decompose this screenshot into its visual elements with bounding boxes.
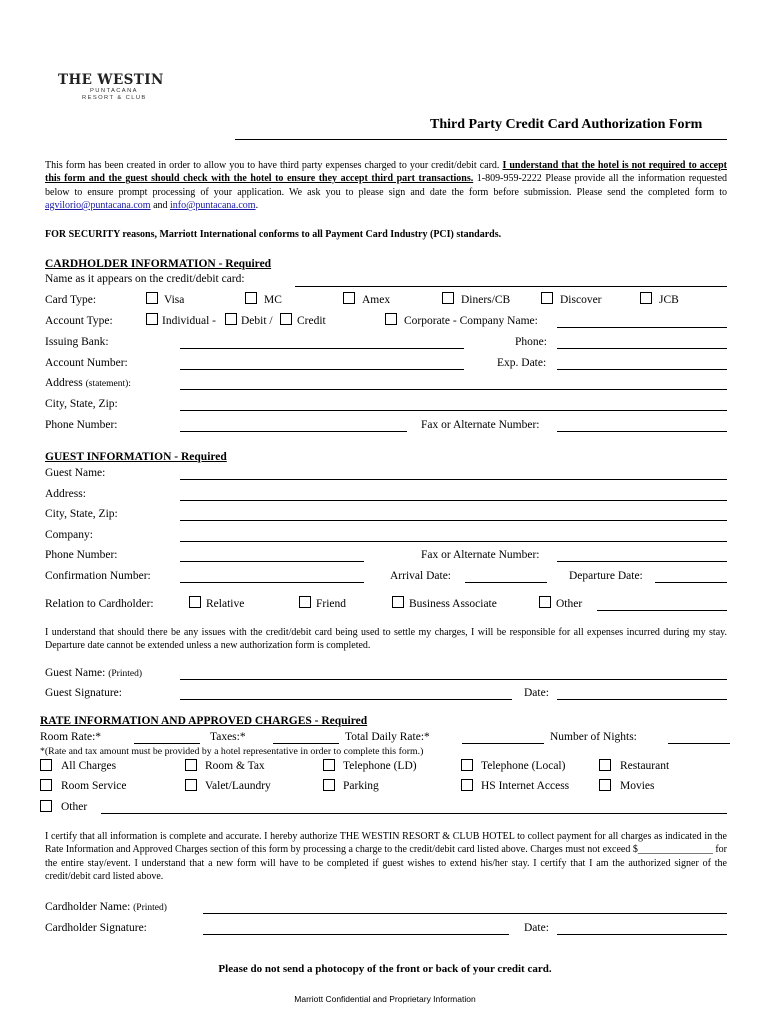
all-charges-checkbox[interactable] [40, 759, 52, 771]
discover-checkbox[interactable] [541, 292, 553, 304]
cardholder-phone-label: Phone Number: [45, 419, 118, 431]
other-relation-label: Other [556, 598, 583, 610]
logo-line1: PUNTACANA [90, 88, 138, 94]
other-relation-checkbox[interactable] [539, 596, 551, 608]
cardholder-printed-line[interactable] [203, 913, 727, 914]
guest-phone-label: Phone Number: [45, 549, 118, 561]
room-service-checkbox[interactable] [40, 779, 52, 791]
other-relation-line[interactable] [597, 610, 727, 611]
corporate-checkbox[interactable] [385, 313, 397, 325]
room-tax-label: Room & Tax [205, 760, 265, 772]
telephone-ld-label: Telephone (LD) [343, 760, 417, 772]
telephone-ld-checkbox[interactable] [323, 759, 335, 771]
rate-note: *(Rate and tax amount must be provided by a hotel representative in order to complete this form.) [40, 746, 424, 757]
guest-city-label: City, State, Zip: [45, 508, 118, 520]
guest-name-line[interactable] [180, 479, 727, 480]
card-type-label: Card Type: [45, 294, 97, 306]
parking-checkbox[interactable] [323, 779, 335, 791]
individual-checkbox[interactable] [146, 313, 158, 325]
debit-label: Debit / [241, 315, 273, 327]
security-note: FOR SECURITY reasons, Marriott International conforms to all Payment Card Industry (PCI) standards. [45, 229, 502, 240]
guest-phone-line[interactable] [180, 561, 364, 562]
guest-fax-label: Fax or Alternate Number: [421, 549, 540, 561]
arrival-label: Arrival Date: [390, 570, 451, 582]
exp-date-label: Exp. Date: [497, 357, 547, 369]
parking-label: Parking [343, 780, 379, 792]
guest-address-label: Address: [45, 488, 86, 500]
guest-date-label: Date: [524, 687, 549, 699]
departure-label: Departure Date: [569, 570, 643, 582]
visa-label: Visa [164, 294, 185, 306]
amex-checkbox[interactable] [343, 292, 355, 304]
total-rate-label: Total Daily Rate:* [345, 731, 430, 743]
mc-checkbox[interactable] [245, 292, 257, 304]
amex-label: Amex [362, 294, 391, 306]
company-label: Company: [45, 529, 93, 541]
cardholder-heading: CARDHOLDER INFORMATION - Required [45, 258, 272, 270]
title-rule [235, 139, 727, 140]
valet-laundry-label: Valet/Laundry [205, 780, 271, 792]
exp-date-line[interactable] [557, 369, 727, 370]
rate-heading: RATE INFORMATION AND APPROVED CHARGES - Required [40, 715, 368, 727]
company-line[interactable] [180, 541, 727, 542]
issuing-bank-line[interactable] [180, 348, 464, 349]
address-label: Address (statement): [45, 377, 131, 389]
debit-checkbox[interactable] [225, 313, 237, 325]
issuing-bank-label: Issuing Bank: [45, 336, 109, 348]
logo-name: THE WESTIN [58, 72, 164, 88]
guest-fax-line[interactable] [557, 561, 727, 562]
visa-checkbox[interactable] [146, 292, 158, 304]
corporate-label: Corporate - Company Name: [404, 315, 538, 327]
cardholder-address-line[interactable] [180, 389, 727, 390]
bank-phone-label: Phone: [515, 336, 547, 348]
guest-address-line[interactable] [180, 500, 727, 501]
guest-name-label: Guest Name: [45, 467, 106, 479]
account-type-label: Account Type: [45, 315, 113, 327]
diners-checkbox[interactable] [442, 292, 454, 304]
discover-label: Discover [560, 294, 602, 306]
confirmation-label: Confirmation Number: [45, 570, 151, 582]
room-service-label: Room Service [61, 780, 127, 792]
guest-signature-label: Guest Signature: [45, 687, 122, 699]
business-associate-label: Business Associate [409, 598, 497, 610]
valet-laundry-checkbox[interactable] [185, 779, 197, 791]
friend-checkbox[interactable] [299, 596, 311, 608]
room-tax-checkbox[interactable] [185, 759, 197, 771]
internet-checkbox[interactable] [461, 779, 473, 791]
cardholder-city-label: City, State, Zip: [45, 398, 118, 410]
cardholder-signature-label: Cardholder Signature: [45, 922, 147, 934]
cardholder-fax-line[interactable] [557, 431, 727, 432]
form-title: Third Party Credit Card Authorization Form [430, 117, 703, 132]
credit-label: Credit [297, 315, 326, 327]
cardholder-signature-line[interactable] [203, 934, 509, 935]
movies-checkbox[interactable] [599, 779, 611, 791]
arrival-line[interactable] [465, 582, 547, 583]
room-rate-label: Room Rate:* [40, 731, 102, 743]
relation-label: Relation to Cardholder: [45, 598, 154, 610]
guest-printed-label: Guest Name: (Printed) [45, 667, 143, 679]
diners-label: Diners/CB [461, 294, 511, 306]
cardholder-fax-label: Fax or Alternate Number: [421, 419, 540, 431]
cardholder-date-label: Date: [524, 922, 549, 934]
company-name-line[interactable] [557, 327, 727, 328]
taxes-label: Taxes:* [210, 731, 246, 743]
cardholder-date-line[interactable] [557, 934, 727, 935]
relative-checkbox[interactable] [189, 596, 201, 608]
total-rate-line[interactable] [462, 743, 544, 744]
logo-line2: RESORT & CLUB [82, 95, 147, 101]
account-number-label: Account Number: [45, 357, 128, 369]
email-link-2[interactable]: info@puntacana.com [170, 199, 256, 211]
credit-checkbox[interactable] [280, 313, 292, 325]
intro-paragraph: This form has been created in order to allow you to have third party expenses charged to your credit/debit card. I understand that the hotel is not required to accept this form and the guest should check with the hotel to ensure they accept third part transactions. 1-809-959-2222 Please provide all the information requested below to ensure prompt processing of your application. We ask you to please sign and date the form before submission. Please send the completed form to agvilorio@puntacana.com and info@puntacana.com. [45, 160, 728, 211]
account-number-line[interactable] [180, 369, 464, 370]
telephone-local-label: Telephone (Local) [481, 760, 566, 772]
certify-paragraph: I certify that all information is complete and accurate. I hereby authorize THE WESTIN RESORT & CLUB HOTEL to collect payment for all charges as indicated in the Rate Information and Approved Charges section of this form by processing a charge to the credit/debit card listed above. Charges must not exceed $_______________ for the entire stay/event. I understand that a new form will have to be completed if guest wishes to extend his/her stay. I certify that I am the authorized signer of the credit/debit card listed above. [45, 831, 727, 882]
confirmation-line[interactable] [180, 582, 364, 583]
room-rate-line[interactable] [134, 743, 200, 744]
jcb-label: JCB [659, 294, 679, 306]
other-charges-label: Other [61, 801, 88, 813]
guest-city-line[interactable] [180, 520, 727, 521]
guest-heading: GUEST INFORMATION - Required [45, 451, 227, 463]
restaurant-checkbox[interactable] [599, 759, 611, 771]
guest-date-line[interactable] [557, 699, 727, 700]
bank-phone-line[interactable] [557, 348, 727, 349]
restaurant-label: Restaurant [620, 760, 670, 772]
telephone-local-checkbox[interactable] [461, 759, 473, 771]
nights-line[interactable] [668, 743, 730, 744]
cardholder-name-line[interactable] [295, 286, 727, 287]
movies-label: Movies [620, 780, 655, 792]
other-charges-checkbox[interactable] [40, 800, 52, 812]
internet-label: HS Internet Access [481, 780, 570, 792]
cardholder-phone-line[interactable] [180, 431, 407, 432]
business-associate-checkbox[interactable] [392, 596, 404, 608]
email-link-1[interactable]: agvilorio@puntacana.com [45, 199, 151, 211]
cardholder-name-label: Name as it appears on the credit/debit card: [45, 273, 245, 285]
cardholder-city-line[interactable] [180, 410, 727, 411]
individual-label: Individual - [162, 315, 216, 327]
all-charges-label: All Charges [61, 760, 117, 772]
other-charges-line[interactable] [101, 813, 727, 814]
nights-label: Number of Nights: [550, 731, 637, 743]
responsibility-paragraph: I understand that should there be any issues with the credit/debit card being used to settle my charges, I will be responsible for all expenses incurred during my stay. Departure date cannot be extended unless a new authorization form is completed. [45, 627, 727, 652]
taxes-line[interactable] [273, 743, 339, 744]
jcb-checkbox[interactable] [640, 292, 652, 304]
friend-label: Friend [316, 598, 347, 610]
relative-label: Relative [206, 598, 245, 610]
cardholder-printed-label: Cardholder Name: (Printed) [45, 901, 167, 913]
departure-line[interactable] [655, 582, 727, 583]
mc-label: MC [264, 294, 282, 306]
guest-printed-line[interactable] [180, 679, 727, 680]
photocopy-note: Please do not send a photocopy of the front or back of your credit card. [218, 963, 552, 975]
guest-signature-line[interactable] [180, 699, 512, 700]
footer-text: Marriott Confidential and Proprietary Information [294, 994, 476, 1004]
